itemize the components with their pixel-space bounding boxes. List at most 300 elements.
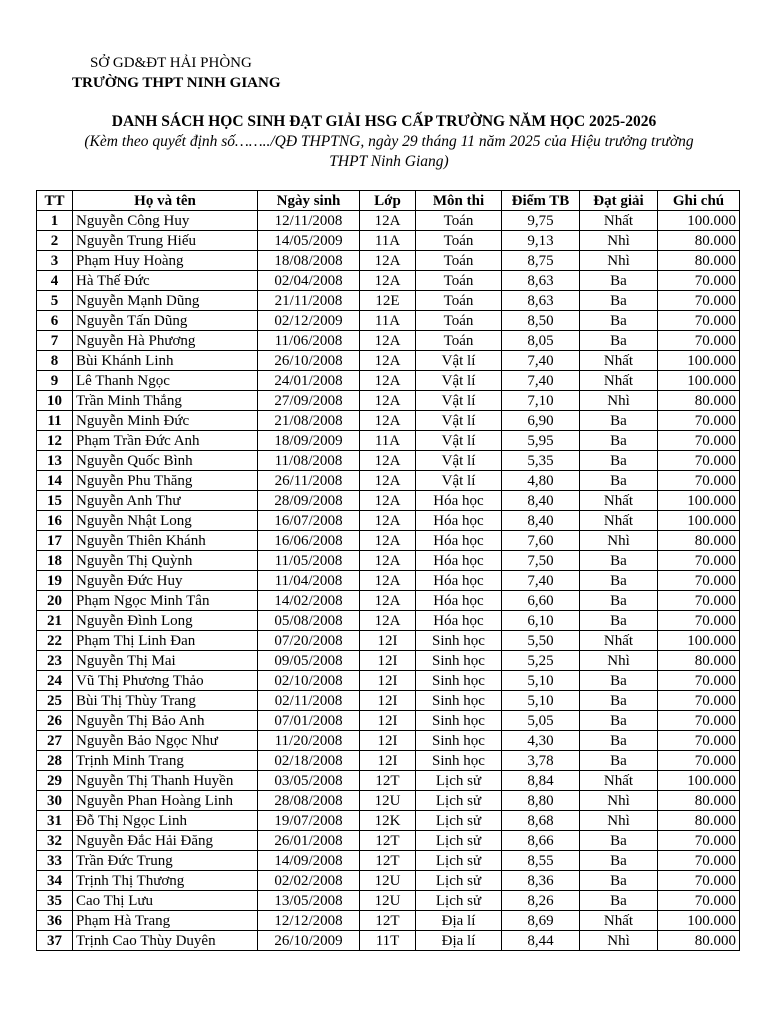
- table-row: [37, 451, 740, 471]
- class: 12A: [360, 251, 416, 271]
- birth-date: 16/07/2008: [258, 511, 360, 531]
- subject: Lịch sử: [416, 831, 502, 851]
- column-header: Ghi chú: [658, 191, 740, 211]
- average-score: 9,75: [502, 211, 580, 231]
- subject: Hóa học: [416, 531, 502, 551]
- average-score: 4,30: [502, 731, 580, 751]
- award: Nhì: [580, 391, 658, 411]
- table-body: [37, 211, 740, 951]
- note: 80.000: [658, 651, 740, 671]
- average-score: 8,75: [502, 251, 580, 271]
- class: 11A: [360, 431, 416, 451]
- note: 70.000: [658, 831, 740, 851]
- table-row: [37, 251, 740, 271]
- award: Ba: [580, 851, 658, 871]
- class: 12E: [360, 291, 416, 311]
- subject: Vật lí: [416, 471, 502, 491]
- average-score: 3,78: [502, 751, 580, 771]
- average-score: 5,05: [502, 711, 580, 731]
- row-number: 26: [37, 711, 73, 731]
- subject: Địa lí: [416, 931, 502, 951]
- column-header: Ngày sinh: [258, 191, 360, 211]
- student-name: Nguyễn Bảo Ngọc Như: [73, 731, 258, 751]
- row-number: 30: [37, 791, 73, 811]
- student-name: Trần Đức Trung: [73, 851, 258, 871]
- average-score: 8,80: [502, 791, 580, 811]
- document-title: DANH SÁCH HỌC SINH ĐẠT GIẢI HSG CẤP TRƯỜNG NĂM HỌC 2025-2026: [111, 113, 657, 130]
- note: 100.000: [658, 491, 740, 511]
- award: Nhất: [580, 491, 658, 511]
- row-number: 31: [37, 811, 73, 831]
- student-name: Nguyễn Phu Thăng: [73, 471, 258, 491]
- table-row: [37, 331, 740, 351]
- class: 12I: [360, 631, 416, 651]
- table-row: [37, 431, 740, 451]
- row-number: 15: [37, 491, 73, 511]
- class: 12T: [360, 771, 416, 791]
- note: 70.000: [658, 291, 740, 311]
- note: 70.000: [658, 331, 740, 351]
- row-number: 36: [37, 911, 73, 931]
- table-row: [37, 291, 740, 311]
- student-name: Phạm Trần Đức Anh: [73, 431, 258, 451]
- award: Ba: [580, 551, 658, 571]
- average-score: 4,80: [502, 471, 580, 491]
- subject: Sinh học: [416, 651, 502, 671]
- student-name: Đỗ Thị Ngọc Linh: [73, 811, 258, 831]
- subject: Vật lí: [416, 431, 502, 451]
- note: 70.000: [658, 711, 740, 731]
- row-number: 17: [37, 531, 73, 551]
- class: 12A: [360, 351, 416, 371]
- student-name: Trịnh Thị Thương: [73, 871, 258, 891]
- table-row: [37, 791, 740, 811]
- student-name: Phạm Thị Linh Đan: [73, 631, 258, 651]
- award: Ba: [580, 691, 658, 711]
- table-row: [37, 591, 740, 611]
- class: 12A: [360, 211, 416, 231]
- row-number: 21: [37, 611, 73, 631]
- class: 12I: [360, 671, 416, 691]
- subject: Sinh học: [416, 751, 502, 771]
- average-score: 8,69: [502, 911, 580, 931]
- average-score: 8,55: [502, 851, 580, 871]
- subject: Toán: [416, 211, 502, 231]
- birth-date: 12/12/2008: [258, 911, 360, 931]
- student-name: Nguyễn Đắc Hải Đăng: [73, 831, 258, 851]
- average-score: 5,35: [502, 451, 580, 471]
- award: Ba: [580, 611, 658, 631]
- birth-date: 11/05/2008: [258, 551, 360, 571]
- table-row: [37, 871, 740, 891]
- student-name: Trần Minh Thắng: [73, 391, 258, 411]
- birth-date: 11/20/2008: [258, 731, 360, 751]
- table-row: [37, 911, 740, 931]
- table-row: [37, 691, 740, 711]
- class: 12I: [360, 731, 416, 751]
- subject: Sinh học: [416, 731, 502, 751]
- subject: Sinh học: [416, 711, 502, 731]
- birth-date: 14/05/2009: [258, 231, 360, 251]
- average-score: 9,13: [502, 231, 580, 251]
- student-name: Nguyễn Đình Long: [73, 611, 258, 631]
- birth-date: 02/11/2008: [258, 691, 360, 711]
- table-row: [37, 891, 740, 911]
- row-number: 12: [37, 431, 73, 451]
- note: 70.000: [658, 591, 740, 611]
- row-number: 10: [37, 391, 73, 411]
- average-score: 7,40: [502, 571, 580, 591]
- subject: Lịch sử: [416, 771, 502, 791]
- student-name: Nguyễn Quốc Bình: [73, 451, 258, 471]
- student-name: Nguyễn Nhật Long: [73, 511, 258, 531]
- document-subtitle: (Kèm theo quyết định số……../QĐ THPTNG, ngày 29 tháng 11 năm 2025 của Hiệu trưởng trường THPT Ninh Giang): [84, 133, 694, 170]
- average-score: 8,66: [502, 831, 580, 851]
- average-score: 6,10: [502, 611, 580, 631]
- row-number: 20: [37, 591, 73, 611]
- birth-date: 02/04/2008: [258, 271, 360, 291]
- subject: Vật lí: [416, 391, 502, 411]
- award: Nhì: [580, 811, 658, 831]
- average-score: 8,40: [502, 511, 580, 531]
- student-name: Phạm Huy Hoàng: [73, 251, 258, 271]
- subject: Toán: [416, 251, 502, 271]
- birth-date: 02/02/2008: [258, 871, 360, 891]
- award: Ba: [580, 751, 658, 771]
- note: 80.000: [658, 931, 740, 951]
- note: 70.000: [658, 871, 740, 891]
- award: Ba: [580, 411, 658, 431]
- average-score: 8,40: [502, 491, 580, 511]
- average-score: 6,60: [502, 591, 580, 611]
- birth-date: 02/10/2008: [258, 671, 360, 691]
- table-row: [37, 551, 740, 571]
- note: 70.000: [658, 451, 740, 471]
- row-number: 32: [37, 831, 73, 851]
- class: 12A: [360, 591, 416, 611]
- birth-date: 16/06/2008: [258, 531, 360, 551]
- table-row: [37, 651, 740, 671]
- student-name: Nguyễn Trung Hiếu: [73, 231, 258, 251]
- birth-date: 21/08/2008: [258, 411, 360, 431]
- award: Ba: [580, 711, 658, 731]
- student-name: Nguyễn Hà Phương: [73, 331, 258, 351]
- average-score: 8,63: [502, 291, 580, 311]
- row-number: 4: [37, 271, 73, 291]
- award: Ba: [580, 431, 658, 451]
- note: 100.000: [658, 511, 740, 531]
- table-row: [37, 851, 740, 871]
- row-number: 23: [37, 651, 73, 671]
- note: 100.000: [658, 211, 740, 231]
- award: Nhất: [580, 511, 658, 531]
- note: 100.000: [658, 911, 740, 931]
- class: 12A: [360, 451, 416, 471]
- birth-date: 27/09/2008: [258, 391, 360, 411]
- column-header: Đạt giải: [580, 191, 658, 211]
- table-row: [37, 831, 740, 851]
- student-name: Nguyễn Thị Mai: [73, 651, 258, 671]
- class: 12A: [360, 411, 416, 431]
- class: 12A: [360, 551, 416, 571]
- row-number: 13: [37, 451, 73, 471]
- subject: Toán: [416, 271, 502, 291]
- average-score: 7,60: [502, 531, 580, 551]
- table-row: [37, 731, 740, 751]
- table-row: [37, 571, 740, 591]
- subject: Lịch sử: [416, 811, 502, 831]
- award: Ba: [580, 671, 658, 691]
- award: Ba: [580, 311, 658, 331]
- subject: Lịch sử: [416, 791, 502, 811]
- award: Nhất: [580, 351, 658, 371]
- award: Nhì: [580, 231, 658, 251]
- birth-date: 26/01/2008: [258, 831, 360, 851]
- row-number: 11: [37, 411, 73, 431]
- class: 11A: [360, 231, 416, 251]
- class: 12A: [360, 571, 416, 591]
- note: 70.000: [658, 411, 740, 431]
- note: 70.000: [658, 731, 740, 751]
- award: Ba: [580, 331, 658, 351]
- class: 12I: [360, 691, 416, 711]
- class: 12A: [360, 471, 416, 491]
- student-name: Nguyễn Minh Đức: [73, 411, 258, 431]
- note: 70.000: [658, 751, 740, 771]
- average-score: 7,50: [502, 551, 580, 571]
- class: 12A: [360, 531, 416, 551]
- class: 12A: [360, 611, 416, 631]
- birth-date: 19/07/2008: [258, 811, 360, 831]
- student-name: Lê Thanh Ngọc: [73, 371, 258, 391]
- birth-date: 11/04/2008: [258, 571, 360, 591]
- birth-date: 07/01/2008: [258, 711, 360, 731]
- subject: Toán: [416, 331, 502, 351]
- note: 70.000: [658, 471, 740, 491]
- class: 12A: [360, 371, 416, 391]
- table-row: [37, 471, 740, 491]
- student-name: Nguyễn Anh Thư: [73, 491, 258, 511]
- column-header: TT: [37, 191, 73, 211]
- subject: Toán: [416, 231, 502, 251]
- class: 12T: [360, 851, 416, 871]
- table-row: [37, 351, 740, 371]
- average-score: 8,68: [502, 811, 580, 831]
- note: 70.000: [658, 551, 740, 571]
- note: 70.000: [658, 271, 740, 291]
- subject: Vật lí: [416, 371, 502, 391]
- school-name: TRƯỜNG THPT NINH GIANG: [72, 75, 281, 91]
- average-score: 5,95: [502, 431, 580, 451]
- student-name: Nguyễn Công Huy: [73, 211, 258, 231]
- student-name: Bùi Thị Thùy Trang: [73, 691, 258, 711]
- birth-date: 13/05/2008: [258, 891, 360, 911]
- row-number: 29: [37, 771, 73, 791]
- subject: Sinh học: [416, 671, 502, 691]
- average-score: 8,26: [502, 891, 580, 911]
- class: 12A: [360, 391, 416, 411]
- note: 80.000: [658, 531, 740, 551]
- note: 80.000: [658, 251, 740, 271]
- birth-date: 21/11/2008: [258, 291, 360, 311]
- birth-date: 18/08/2008: [258, 251, 360, 271]
- class: 12A: [360, 271, 416, 291]
- class: 11A: [360, 311, 416, 331]
- note: 80.000: [658, 231, 740, 251]
- subject: Lịch sử: [416, 851, 502, 871]
- average-score: 6,90: [502, 411, 580, 431]
- award: Ba: [580, 471, 658, 491]
- average-score: 5,50: [502, 631, 580, 651]
- class: 12U: [360, 791, 416, 811]
- table-row: [37, 491, 740, 511]
- row-number: 33: [37, 851, 73, 871]
- row-number: 16: [37, 511, 73, 531]
- row-number: 6: [37, 311, 73, 331]
- note: 70.000: [658, 671, 740, 691]
- student-name: Nguyễn Tấn Dũng: [73, 311, 258, 331]
- award: Nhì: [580, 651, 658, 671]
- subject: Toán: [416, 311, 502, 331]
- award: Nhì: [580, 791, 658, 811]
- student-name: Phạm Hà Trang: [73, 911, 258, 931]
- birth-date: 11/08/2008: [258, 451, 360, 471]
- average-score: 5,25: [502, 651, 580, 671]
- table-row: [37, 751, 740, 771]
- note: 70.000: [658, 691, 740, 711]
- table-row: [37, 711, 740, 731]
- table-row: [37, 371, 740, 391]
- note: 80.000: [658, 791, 740, 811]
- award: Nhất: [580, 631, 658, 651]
- note: 100.000: [658, 771, 740, 791]
- class: 12I: [360, 651, 416, 671]
- subject: Vật lí: [416, 411, 502, 431]
- subject: Hóa học: [416, 511, 502, 531]
- table-row: [37, 391, 740, 411]
- row-number: 7: [37, 331, 73, 351]
- birth-date: 14/09/2008: [258, 851, 360, 871]
- birth-date: 26/11/2008: [258, 471, 360, 491]
- birth-date: 09/05/2008: [258, 651, 360, 671]
- birth-date: 14/02/2008: [258, 591, 360, 611]
- award: Nhì: [580, 531, 658, 551]
- table-row: [37, 811, 740, 831]
- subject: Hóa học: [416, 611, 502, 631]
- student-name: Cao Thị Lưu: [73, 891, 258, 911]
- class: 12A: [360, 491, 416, 511]
- row-number: 8: [37, 351, 73, 371]
- subject: Hóa học: [416, 551, 502, 571]
- note: 70.000: [658, 851, 740, 871]
- average-score: 8,05: [502, 331, 580, 351]
- subject: Vật lí: [416, 451, 502, 471]
- column-header: Họ và tên: [73, 191, 258, 211]
- award: Nhất: [580, 211, 658, 231]
- birth-date: 12/11/2008: [258, 211, 360, 231]
- row-number: 25: [37, 691, 73, 711]
- award: Ba: [580, 451, 658, 471]
- birth-date: 18/09/2009: [258, 431, 360, 451]
- note: 70.000: [658, 571, 740, 591]
- table-row: [37, 531, 740, 551]
- subject: Lịch sử: [416, 871, 502, 891]
- average-score: 8,50: [502, 311, 580, 331]
- student-name: Trịnh Minh Trang: [73, 751, 258, 771]
- average-score: 7,10: [502, 391, 580, 411]
- average-score: 8,44: [502, 931, 580, 951]
- table-row: [37, 211, 740, 231]
- class: 12K: [360, 811, 416, 831]
- row-number: 28: [37, 751, 73, 771]
- student-name: Nguyễn Phan Hoàng Linh: [73, 791, 258, 811]
- row-number: 22: [37, 631, 73, 651]
- birth-date: 02/18/2008: [258, 751, 360, 771]
- row-number: 34: [37, 871, 73, 891]
- birth-date: 03/05/2008: [258, 771, 360, 791]
- row-number: 3: [37, 251, 73, 271]
- row-number: 2: [37, 231, 73, 251]
- student-name: Bùi Khánh Linh: [73, 351, 258, 371]
- average-score: 8,63: [502, 271, 580, 291]
- average-score: 5,10: [502, 691, 580, 711]
- award: Ba: [580, 831, 658, 851]
- class: 12U: [360, 871, 416, 891]
- row-number: 14: [37, 471, 73, 491]
- row-number: 9: [37, 371, 73, 391]
- award: Nhất: [580, 371, 658, 391]
- row-number: 24: [37, 671, 73, 691]
- table-row: [37, 411, 740, 431]
- row-number: 18: [37, 551, 73, 571]
- row-number: 19: [37, 571, 73, 591]
- subject: Địa lí: [416, 911, 502, 931]
- column-header: Điểm TB: [502, 191, 580, 211]
- subject: Hóa học: [416, 491, 502, 511]
- note: 70.000: [658, 611, 740, 631]
- student-name: Trịnh Cao Thùy Duyên: [73, 931, 258, 951]
- table-row: [37, 631, 740, 651]
- award: Nhì: [580, 251, 658, 271]
- award: Ba: [580, 891, 658, 911]
- student-name: Hà Thế Đức: [73, 271, 258, 291]
- subject: Sinh học: [416, 631, 502, 651]
- subject: Hóa học: [416, 591, 502, 611]
- subject: Sinh học: [416, 691, 502, 711]
- table-header-row: [37, 191, 740, 211]
- note: 80.000: [658, 391, 740, 411]
- award: Ba: [580, 571, 658, 591]
- table-row: [37, 231, 740, 251]
- note: 100.000: [658, 351, 740, 371]
- student-name: Nguyễn Thiên Khánh: [73, 531, 258, 551]
- table-row: [37, 611, 740, 631]
- average-score: 8,84: [502, 771, 580, 791]
- column-header: Lớp: [360, 191, 416, 211]
- student-name: Nguyễn Thị Thanh Huyền: [73, 771, 258, 791]
- award: Nhì: [580, 931, 658, 951]
- class: 12A: [360, 511, 416, 531]
- birth-date: 26/10/2009: [258, 931, 360, 951]
- birth-date: 24/01/2008: [258, 371, 360, 391]
- row-number: 35: [37, 891, 73, 911]
- student-name: Phạm Ngọc Minh Tân: [73, 591, 258, 611]
- class: 12I: [360, 751, 416, 771]
- subject: Toán: [416, 291, 502, 311]
- class: 12T: [360, 911, 416, 931]
- row-number: 1: [37, 211, 73, 231]
- birth-date: 11/06/2008: [258, 331, 360, 351]
